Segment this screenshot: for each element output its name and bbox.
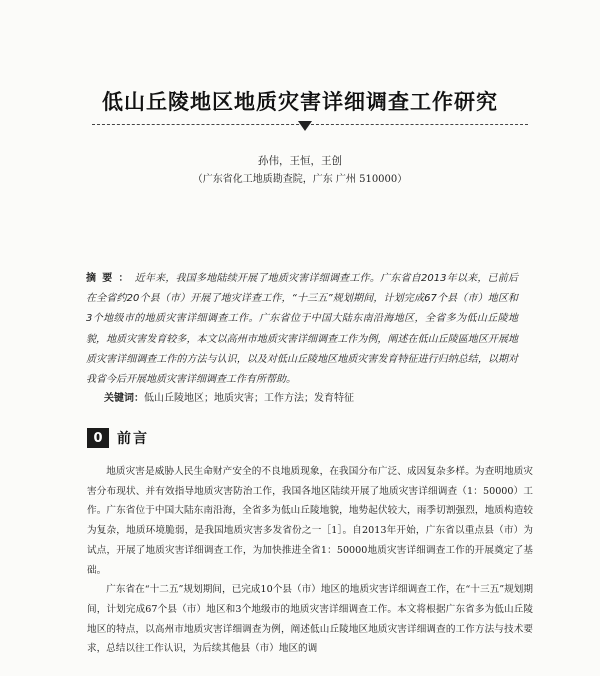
- paper-title: 低山丘陵地区地质灾害详细调查工作研究: [102, 90, 498, 114]
- abstract-text: 近年来，我国多地陆续开展了地质灾害详细调查工作。广东省自2013年以来，已前后在全省约20个县（市）开展了地灾详查工作，“十三五”规划期间，计划完成67个县（市）地区和3个地级市的地质灾害详细调查工作。广东省位于中国大陆东南沿海地区，全省多为低山丘陵地貌，地质灾害发育较多，本文以高州市地质灾害详细调查工作为例，阐述在低山丘陵區地区开展地质灾害详细调查工作的方法与认识，以及对低山丘陵地区地质灾害发育特征进行归纳总结，以期对我省今后开展地质灾害详细调查工作有所帮助。: [86, 273, 519, 386]
- body-text: [87, 462, 533, 659]
- authors: 孙伟，王恒，王创: [258, 155, 342, 167]
- paragraph: 地质灾害是威胁人民生命财产安全的不良地质现象，在我国分布广泛、成因复杂多样。为查明地质灾害分布现状、并有效指导地质灾害防治工作，我国各地区陆续开展了地质灾害详细调查（1：50000）工作。广东省位于中国大陆东南沿海，全省多为低山丘陵地貌，地势起伏较大，雨季切割强烈，地质构造较为复杂，地质环境脆弱，是我国地质灾害多发省份之一［1］。自2013年开始，广东省以重点县（市）为试点，开展了地质灾害详细调查工作，为加快推进全省1：50000地质灾害详细调查工作的开展奠定了基础。: [87, 466, 533, 576]
- triangle-down-icon: [298, 121, 312, 131]
- section-heading: [87, 428, 149, 448]
- section-number: 0: [87, 428, 109, 448]
- keywords-text: 低山丘陵地区；地质灾害；工作方法；发育特征: [144, 393, 354, 404]
- section-title: 前言: [117, 431, 149, 447]
- keywords-label: 关键词：: [104, 393, 144, 404]
- affiliation: （广东省化工地质勘查院，广东 广州 510000）: [192, 174, 408, 185]
- abstract-label: 摘要：: [86, 273, 135, 284]
- abstract: [86, 269, 518, 390]
- keywords: [104, 389, 524, 404]
- paragraph: 广东省在“十二五”规划期间，已完成10个县（市）地区的地质灾害详细调查工作，在“十三五”规划期间，计划完成67个县（市）地区和3个地级市的地质灾害详细调查工作。本文将根据广东省多为低山丘陵地区的特点，以高州市地质灾害详细调查为例，阐述低山丘陵地区地质灾害详细调查的工作方法与技术要求，总结以往工作认识，为后续其他县（市）地区的调: [87, 584, 533, 655]
